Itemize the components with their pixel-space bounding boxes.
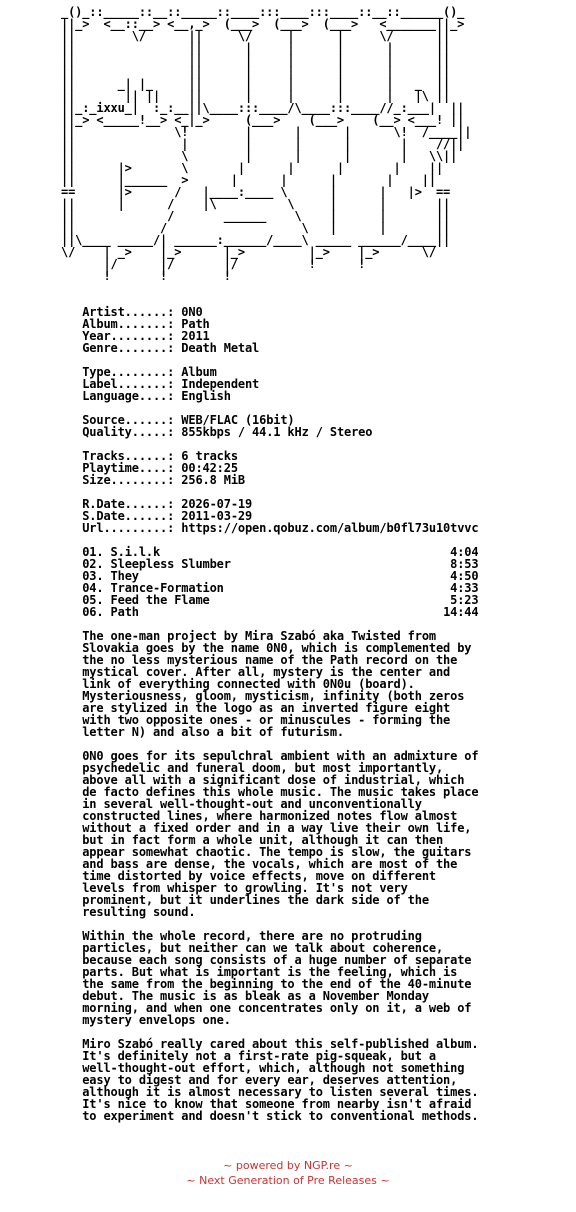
description-text: appear somewhat chaotic. The tempo is slow, the guitars <box>82 845 472 859</box>
description-text: letter N) and also a bit of futurism. <box>82 725 344 739</box>
description-line <box>61 725 344 739</box>
ascii-logo-line: || || | | | | || <box>61 41 451 55</box>
info-key: Tracks...... <box>82 449 168 463</box>
description-text: The one-man project by Mira Szabó aka Twisted from <box>82 629 436 643</box>
ascii-logo-line: || | | | | | //|| <box>61 137 465 151</box>
track-number: 01. <box>82 545 104 559</box>
description-text: psychedelic and funeral doom, but most importantly, <box>82 761 444 775</box>
info-value: 855kbps / 44.1 kHz / Stereo <box>181 425 373 439</box>
ascii-logo-line: || _| |_ || | | | | _ || <box>61 77 451 91</box>
description-text: prominent, but it underlines the dark side of the <box>82 893 429 907</box>
description-text: debut. The music is as bleak as a November Monday <box>82 989 429 1003</box>
description-text: although it is almost necessary to listen several times. <box>82 1085 479 1099</box>
nfo-text <box>61 6 478 1122</box>
description-text: well-thought-out effort, which, although not something <box>82 1061 465 1075</box>
info-value: 0N0 <box>181 305 203 319</box>
description-text: It's definitely not a first-rate pig-squeak, but a <box>82 1049 436 1063</box>
info-row: Source......: WEB/FLAC (16bit) <box>82 413 295 427</box>
ascii-logo-line: \/ | _> |_> |_> |_> |_> \/ <box>61 245 436 259</box>
info-key: Genre....... <box>82 341 168 355</box>
info-key: Year........ <box>82 329 168 343</box>
track-duration: 5:23 <box>450 593 479 607</box>
info-row: R.Date......: 2026-07-19 <box>82 497 253 511</box>
ascii-logo-line: ||_> <_____!__> <_|_> (___> (___> (__> <___! || <box>61 113 465 127</box>
description-text: easy to digest and for every ear, deserves attention, <box>82 1073 458 1087</box>
description-text: without a fixed order and in a way live their own life, <box>82 821 472 835</box>
info-row: Tracks......: 6 tracks <box>82 449 238 463</box>
description-text: are stylized in the logo as an inverted figure eight <box>82 701 451 715</box>
info-value: WEB/FLAC (16bit) <box>181 413 295 427</box>
info-key: Url......... <box>82 521 168 535</box>
description-text: It's nice to know that someone from nearby isn't afraid <box>82 1097 472 1111</box>
info-value: 6 tracks <box>181 449 238 463</box>
info-row: Quality.....: 855kbps / 44.1 kHz / Stereo <box>82 425 373 439</box>
track-title: Trance-Formation <box>110 581 224 595</box>
ascii-logo-line: ||_> <__::__> <__,_> (___> (___> (___> <_______||_> <box>61 17 465 31</box>
ascii-logo-line: || || | | | | || <box>61 65 451 79</box>
info-key: Playtime.... <box>82 461 168 475</box>
description-text: parts. But what is important is the feeling, which is <box>82 965 458 979</box>
track-title: Sleepless Slumber <box>110 557 231 571</box>
description-text: morning, and when one concentrates only on it, a web of <box>82 1001 472 1015</box>
track-number: 06. <box>82 605 104 619</box>
info-value: 2011 <box>181 329 210 343</box>
track-duration: 4:04 <box>450 545 479 559</box>
info-key: S.Date...... <box>82 509 168 523</box>
track-title: S.i.l.k <box>110 545 161 559</box>
info-value: 256.8 MiB <box>181 473 245 487</box>
track-title: They <box>110 569 139 583</box>
info-value: 00:42:25 <box>181 461 238 475</box>
info-row: Playtime....: 00:42:25 <box>82 461 238 475</box>
info-row: Album.......: Path <box>82 317 210 331</box>
description-text: Miro Szabó really cared about this self-published album. <box>82 1037 479 1051</box>
ascii-logo-line: == |> / |____:____ \ | | |> == <box>61 185 451 199</box>
ascii-logo-line: || \/ || \/ | | \/ || <box>61 29 451 43</box>
track-duration: 8:53 <box>450 557 479 571</box>
description-text: but in fact form a whole unit, although it can then <box>82 833 444 847</box>
description-text: link of everything connected with 0N0u (board). <box>82 677 415 691</box>
ascii-logo-line: ||_:_ixxu_| :_:__||\____:::____/\____:::____//_:___| || <box>61 101 465 115</box>
info-key: Quality..... <box>82 425 168 439</box>
footer-powered-by-link[interactable]: ~ powered by NGP.re ~ <box>223 1159 353 1172</box>
track-number: 03. <box>82 569 104 583</box>
description-text: de facto defines this whole music. The music takes place <box>82 785 479 799</box>
description-text: 0N0 goes for its sepulchral ambient with an admixture of <box>82 749 479 763</box>
ascii-logo-line: || || | | | | || <box>61 53 451 67</box>
info-value: Death Metal <box>181 341 260 355</box>
description-text: above all with a significant dose of industrial, which <box>82 773 465 787</box>
footer-tagline-link[interactable]: ~ Next Generation of Pre Releases ~ <box>186 1174 390 1187</box>
description-text: with two opposite ones - or minuscules - forming the <box>82 713 451 727</box>
info-row: S.Date......: 2011-03-29 <box>82 509 253 523</box>
description-text: time distorted by voice effects, move on different <box>82 869 436 883</box>
description-text: mystical cover. After all, mystery is the center and <box>82 665 451 679</box>
ascii-logo-line: _()_::_____::__::_____::____:::____:::____::__::______()_ <box>61 5 465 19</box>
info-key: Type........ <box>82 365 168 379</box>
description-text: mystery envelops one. <box>82 1013 231 1027</box>
description-text: and bass are dense, the vocals, which are most of the <box>82 857 458 871</box>
info-row: Url.........: https://open.qobuz.com/album/b0fl73u10tvvc <box>82 521 479 535</box>
description-text: Slovakia goes by the name 0N0, which is complemented by <box>82 641 472 655</box>
info-value: Path <box>181 317 210 331</box>
track-number: 04. <box>82 581 104 595</box>
track-number: 02. <box>82 557 104 571</box>
description-text: because each song consists of a huge number of separate <box>82 953 472 967</box>
ascii-logo-line: || | / |\ \ | | || <box>61 197 451 211</box>
description-text: resulting sound. <box>82 905 196 919</box>
ascii-logo-line: || / \ | | || <box>61 221 451 235</box>
ascii-logo-line: || |______ > | | | | || <box>61 173 436 187</box>
ascii-logo-line: ||\____ _____/| ______:______/____\ _____ ______/____|| <box>61 233 451 247</box>
info-row: Genre.......: Death Metal <box>82 341 260 355</box>
ascii-logo-line: || |> \ | | | | || <box>61 161 444 175</box>
track-duration: 4:33 <box>450 581 479 595</box>
description-text: Mysteriousness, gloom, mysticism, infinity (both zeros <box>82 689 465 703</box>
info-row: Language....: English <box>82 389 231 403</box>
track-row <box>61 605 478 619</box>
description-line <box>61 1109 478 1123</box>
info-row: Size........: 256.8 MiB <box>82 473 245 487</box>
description-text: particles, but neither can we talk about coherence, <box>82 941 444 955</box>
info-row: Artist......: 0N0 <box>82 305 203 319</box>
footer <box>0 1158 576 1188</box>
info-value: 2011-03-29 <box>181 509 253 523</box>
track-title: Path <box>110 605 139 619</box>
ascii-logo-line: |/ |/ |/ ! ! <box>61 257 366 271</box>
ascii-logo-line: || / ______ \ | | || <box>61 209 451 223</box>
description-text: the no less mysterious name of the Path record on the <box>82 653 458 667</box>
ascii-logo-line: ! ! ! <box>61 269 359 283</box>
info-key: Language.... <box>82 389 168 403</box>
description-text: constructed lines, where harmonized notes flow almost <box>82 809 458 823</box>
track-duration: 14:44 <box>443 605 479 619</box>
description-text: levels from whisper to growling. It's not very <box>82 881 408 895</box>
description-line <box>61 1013 231 1027</box>
info-key: Artist...... <box>82 305 168 319</box>
info-key: Album....... <box>82 317 168 331</box>
info-value: Independent <box>181 377 260 391</box>
info-key: Size........ <box>82 473 168 487</box>
album-url[interactable]: https://open.qobuz.com/album/b0fl73u10tvvc <box>181 521 479 535</box>
info-value: 2026-07-19 <box>181 497 253 511</box>
info-key: Source...... <box>82 413 168 427</box>
ascii-logo-line: || || || || | | | | |\ || <box>61 89 451 103</box>
description-line <box>61 905 195 919</box>
ascii-logo-line: || \ | | | | \\|| <box>61 149 458 163</box>
track-duration: 4:50 <box>450 569 479 583</box>
track-number: 05. <box>82 593 104 607</box>
info-key: R.Date...... <box>82 497 168 511</box>
description-text: the same from the beginning to the end of the 40-minute <box>82 977 472 991</box>
description-text: in several well-thought-out and unconventionally <box>82 797 422 811</box>
track-title: Feed the Flame <box>110 593 210 607</box>
info-value: English <box>181 389 231 403</box>
description-text: Within the whole record, there are no protruding <box>82 929 422 943</box>
info-row: Label.......: Independent <box>82 377 260 391</box>
ascii-logo-line: || \! | | | \! /____|| <box>61 125 472 139</box>
info-row: Type........: Album <box>82 365 217 379</box>
info-row: Year........: 2011 <box>82 329 210 343</box>
info-value: Album <box>181 365 217 379</box>
description-text: to experiment and doesn't stick to conventional methods. <box>82 1109 479 1123</box>
info-key: Label....... <box>82 377 168 391</box>
